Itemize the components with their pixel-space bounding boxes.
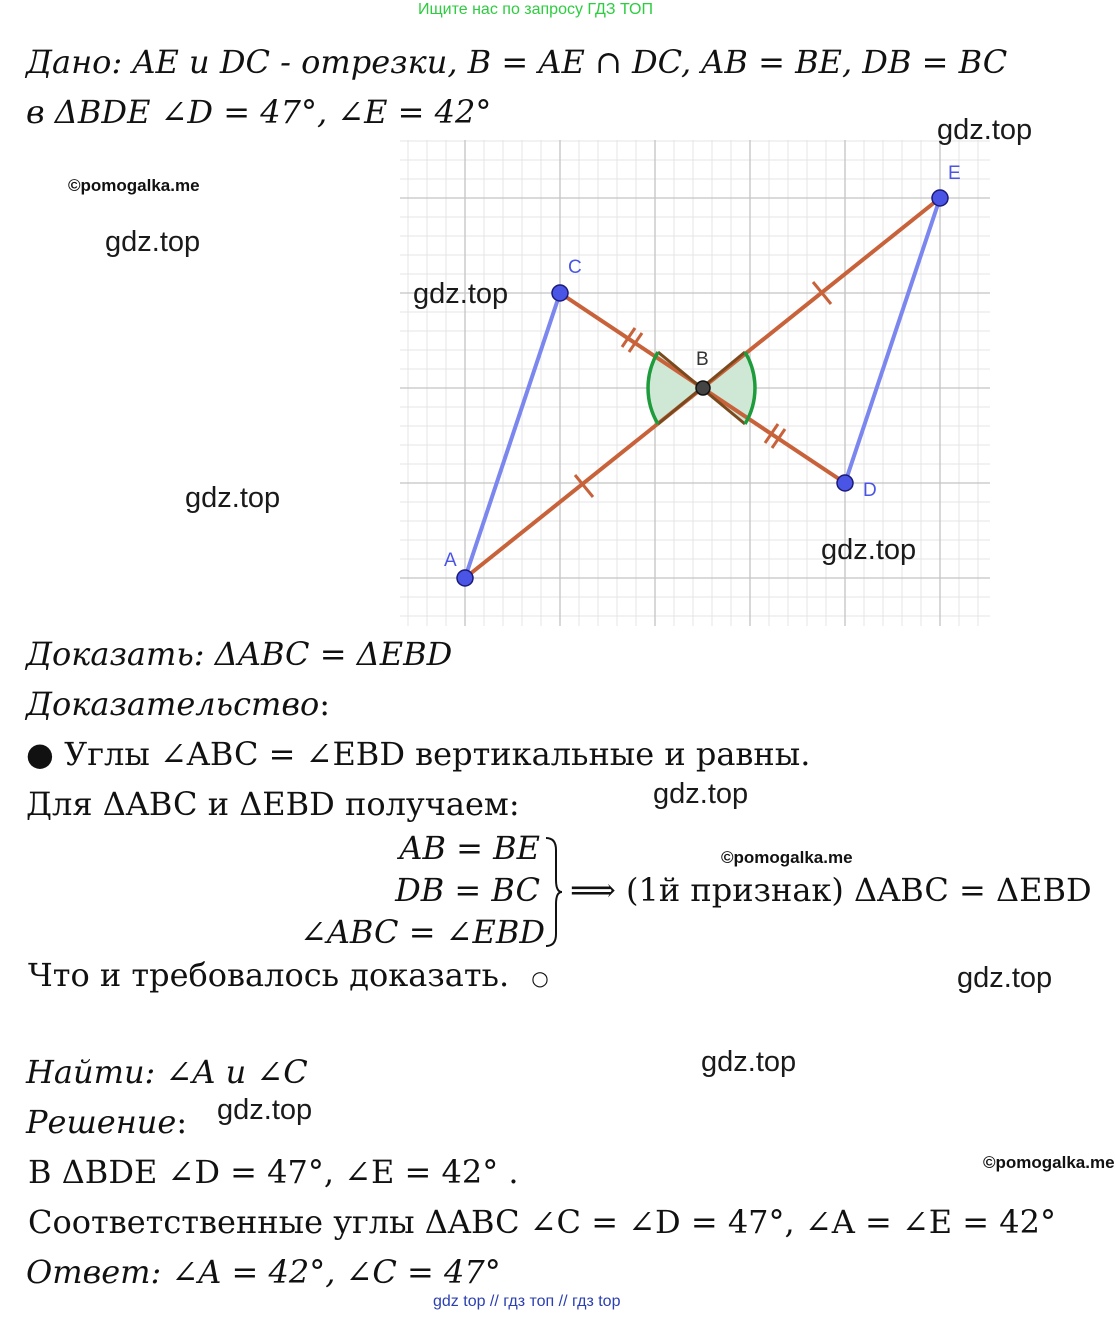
given-label: Дано [26,43,112,81]
solution-header [26,1102,187,1142]
watermark: gdz.top [105,226,201,258]
proof-bullet: ● Углы ∠ABC = ∠EBD вертикальные и равны. [26,735,811,773]
top-banner: Ищите нас по запросу ГДЗ ТОП [418,1,653,18]
label-d: D [863,480,877,501]
watermark: gdz.top [413,278,509,310]
proof-colon: : [319,685,331,723]
point-b [696,381,710,395]
copyright: ©pomogalka.me [68,176,200,195]
find-text: : ∠A и ∠C [144,1053,308,1091]
solution-line-2: Соответственные углы ΔABC ∠C = ∠D = 47°, ∠A = ∠E = 42° [28,1203,1056,1241]
system-eq-3: ∠ABC = ∠EBD [300,913,546,951]
watermark: gdz.top [185,482,281,514]
qed-mark: ○ [531,965,549,990]
watermark: gdz.top [701,1046,797,1078]
prove-label: Доказать [26,635,194,673]
point-c [552,285,568,301]
system-eq-2: DB = BC [395,871,540,909]
label-e: E [948,163,961,184]
angle-abc-fill [648,352,703,424]
qed-line [28,955,549,998]
label-c: C [568,257,582,278]
qed-text: Что и требовалось доказать. [28,956,510,994]
proof-for-line: Для ΔABC и ΔEBD получаем: [26,785,520,823]
answer-label: Ответ [26,1253,151,1291]
system-eq-1: AB = BE [399,829,540,867]
given-text: : AE и DC - отрезки, B = AE ∩ DC, AB = BE, DB = BC [111,43,1008,81]
system-brace [542,836,564,948]
watermark: gdz.top [821,534,917,566]
watermark: gdz.top [217,1094,313,1126]
given-line-1 [26,42,1007,82]
find-label: Найти [26,1053,145,1091]
point-e [932,190,948,206]
watermark: gdz.top [957,962,1053,994]
copyright: ©pomogalka.me [983,1153,1115,1172]
watermark: gdz.top [653,778,749,810]
system-conclusion: ⟹ (1й признак) ΔABC = ΔEBD [570,871,1092,909]
solution-line-1: В ΔBDE ∠D = 47°, ∠E = 42° . [28,1153,519,1191]
proof-header [26,684,330,724]
watermark: gdz.top [937,114,1033,146]
bottom-banner: gdz top // гдз топ // гдз top [433,1293,621,1310]
given-line-2: в ΔBDE ∠D = 47°, ∠E = 42° [26,93,492,131]
prove-line [26,634,452,674]
angle-ebd-fill [703,352,755,424]
copyright: ©pomogalka.me [721,848,853,867]
point-d [837,475,853,491]
segment-de [845,198,940,483]
answer-line [26,1252,501,1292]
find-line [26,1052,308,1092]
label-b: B [696,349,709,370]
label-a: A [444,550,457,571]
answer-text: : ∠A = 42°, ∠C = 47° [150,1253,501,1291]
segment-ac [465,293,560,578]
solution-colon: : [176,1103,188,1141]
proof-label: Доказательство [26,685,320,723]
solution-label: Решение [26,1103,177,1141]
point-a [457,570,473,586]
prove-text: : ΔABC = ΔEBD [193,635,453,673]
